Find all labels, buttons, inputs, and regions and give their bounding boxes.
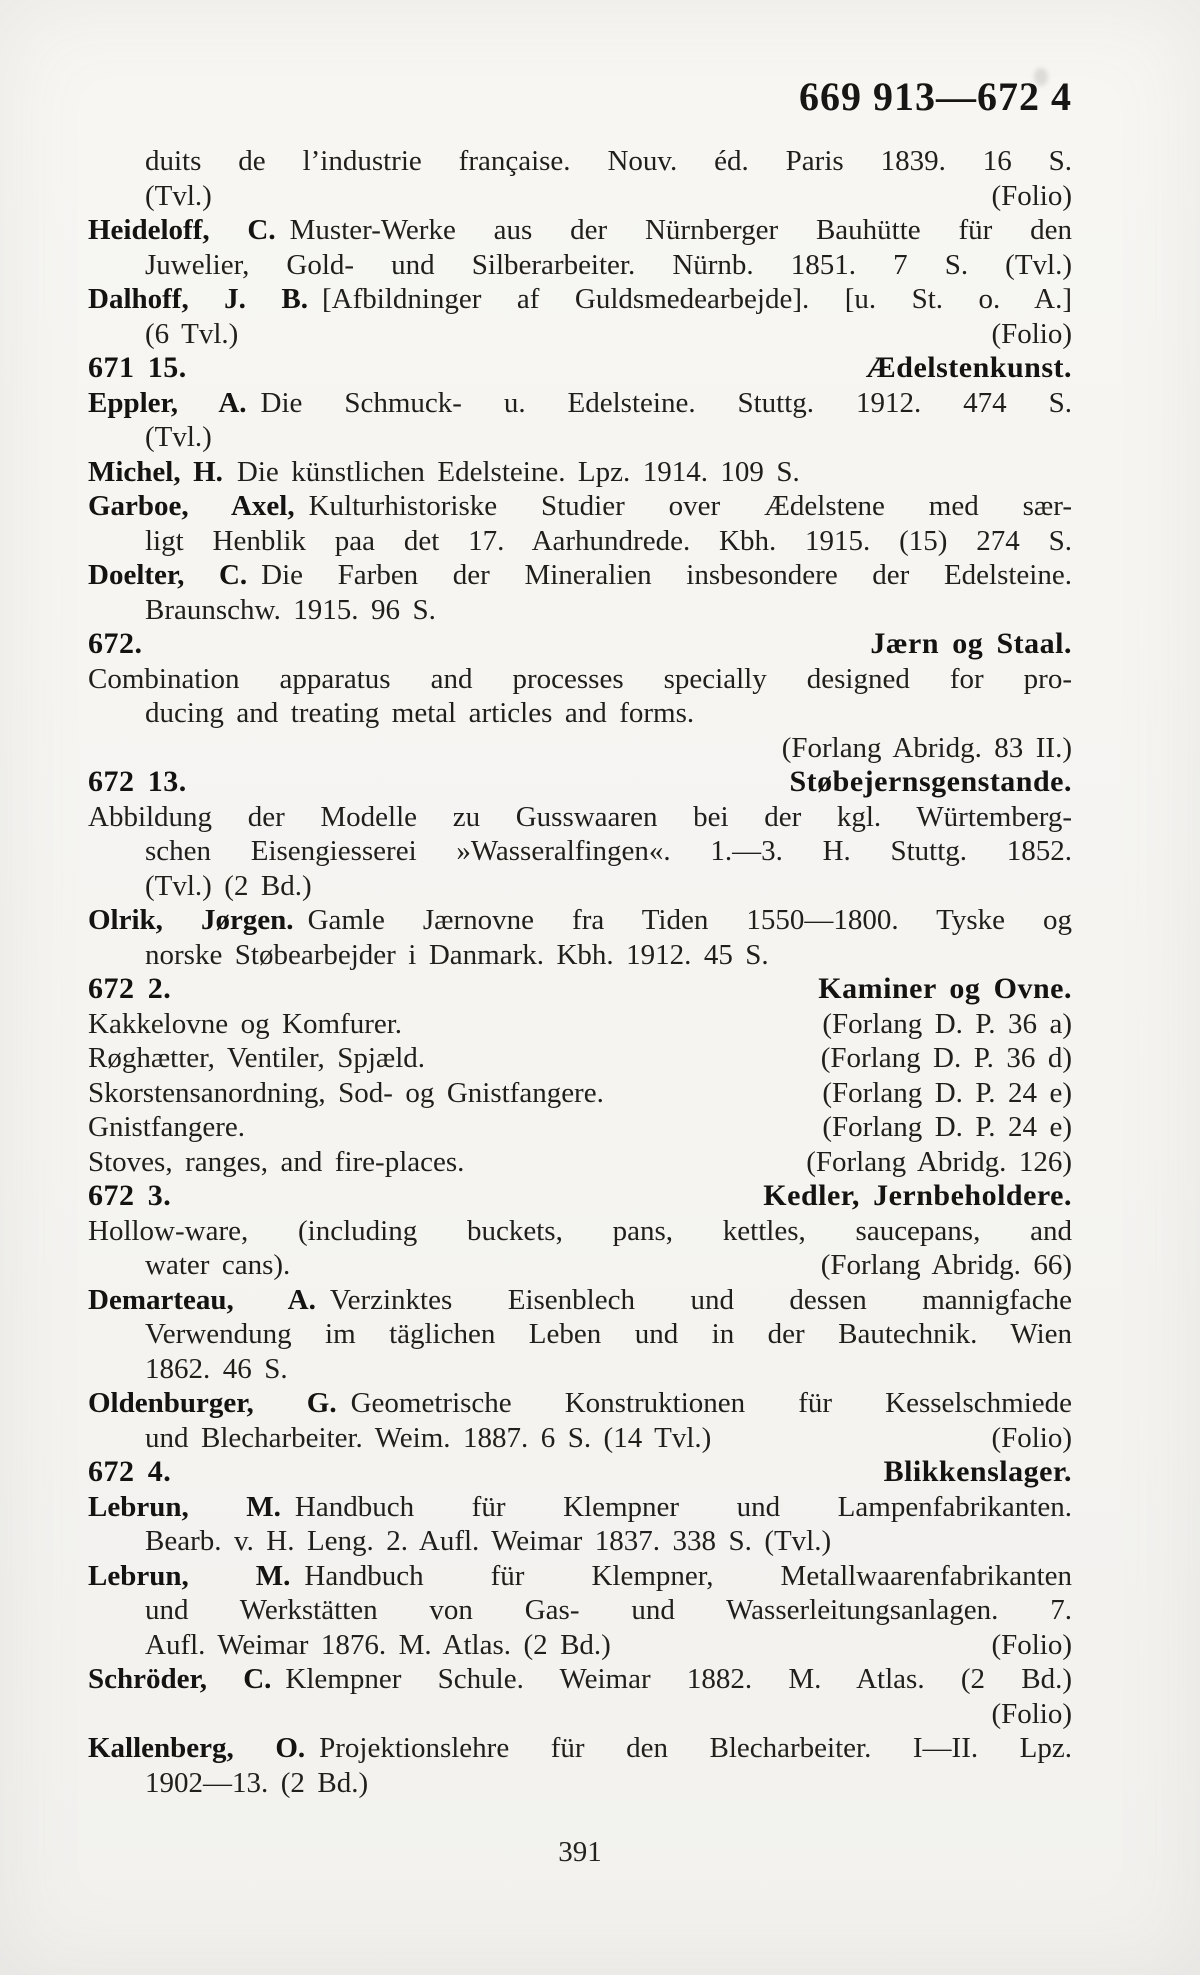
- author-name: Lebrun, M.: [88, 1490, 281, 1523]
- section-title: Kaminer og Ovne.: [818, 972, 1072, 1005]
- entry-text: Combination apparatus and processes specially designed for pro-: [88, 662, 1072, 695]
- catalog-line: [88, 1593, 1072, 1628]
- section-number: 672 2.: [88, 972, 172, 1005]
- catalog-line: [88, 1076, 1072, 1111]
- section-heading-line: [88, 1179, 1072, 1214]
- entry-text: Geometrische Konstruktionen für Kesselschmiede: [350, 1387, 1072, 1419]
- section-title: Kedler, Jernbeholdere.: [763, 1179, 1072, 1212]
- entry-text: Handbuch für Klempner, Metallwaarenfabrikanten: [304, 1559, 1072, 1592]
- section-title: Blikkenslager.: [883, 1455, 1072, 1488]
- catalog-line: [88, 213, 1072, 248]
- author-name: Eppler, A.: [88, 386, 247, 419]
- line-left-part: [88, 1110, 245, 1145]
- section-heading-line: [88, 1455, 1072, 1490]
- section-heading-line: [88, 765, 1072, 800]
- reference-right: (Forlang D. P. 24 e): [822, 1111, 1072, 1143]
- section-heading-line: [88, 351, 1072, 386]
- entry-text: schen Eisengiesserei »Wasseralfingen«. 1.—3. H. Stuttg. 1852.: [145, 835, 1072, 867]
- catalog-line: [88, 696, 1072, 731]
- catalog-line: [88, 1386, 1072, 1421]
- line-left-part: [88, 972, 171, 1007]
- catalog-line: [88, 1628, 1072, 1663]
- author-name: Heideloff, C.: [88, 214, 276, 246]
- line-left-part: [88, 1076, 604, 1111]
- catalog-line: [88, 1731, 1072, 1766]
- section-number: 672 4.: [88, 1455, 172, 1488]
- entry-text: Klempner Schule. Weimar 1882. M. Atlas. (2 Bd.): [285, 1663, 1072, 1695]
- catalog-line: [88, 1662, 1072, 1697]
- section-number: 672 13.: [88, 765, 187, 798]
- entry-text: Hollow-ware, (including buckets, pans, kettles, saucepans, and: [88, 1214, 1072, 1247]
- entry-text: 1862. 46 S.: [145, 1352, 288, 1385]
- entry-text: Verzinktes Eisenblech und dessen mannigfache: [329, 1283, 1072, 1316]
- entry-text: ligt Henblik paa det 17. Aarhundrede. Kbh. 1915. (15) 274 S.: [145, 524, 1072, 557]
- catalog-line: [88, 179, 1072, 214]
- line-left-part: [145, 317, 238, 352]
- catalog-line: [88, 144, 1072, 179]
- reference-right: (Forlang D. P. 36 d): [820, 1042, 1072, 1074]
- catalog-line: [88, 938, 1072, 973]
- catalog-line: [88, 1524, 1072, 1559]
- author-name: Garboe, Axel,: [88, 490, 295, 522]
- catalog-line: [88, 662, 1072, 697]
- entry-text: [Afbildninger af Guldsmedearbejde]. [u. St. o. A.]: [321, 283, 1072, 315]
- catalog-line: [88, 1214, 1072, 1249]
- author-name: Lebrun, M.: [88, 1559, 291, 1592]
- entry-text: Juwelier, Gold- und Silberarbeiter. Nürnb. 1851. 7 S. (Tvl.): [145, 248, 1072, 281]
- catalog-line: [88, 1490, 1072, 1525]
- line-left-part: [145, 1248, 290, 1283]
- entry-text: Die Schmuck- u. Edelsteine. Stuttg. 1912. 474 S.: [260, 386, 1072, 419]
- author-name: Doelter, C.: [88, 559, 248, 591]
- catalog-line: [88, 1145, 1072, 1180]
- section-number: 672 3.: [88, 1179, 172, 1212]
- reference-right: (Forlang D. P. 24 e): [822, 1076, 1072, 1109]
- entry-text: Kulturhistoriske Studier over Ædelstene med sær-: [308, 490, 1072, 522]
- scan-smudge: [1034, 68, 1048, 86]
- catalog-line: [88, 869, 1072, 904]
- catalog-line: [88, 1559, 1072, 1594]
- catalog-line: [88, 386, 1072, 421]
- line-left-part: [88, 1145, 464, 1180]
- line-left-part: [145, 1628, 611, 1663]
- entry-text: Muster-Werke aus der Nürnberger Bauhütte für den: [289, 214, 1072, 246]
- entry-text: und Blecharbeiter. Weim. 1887. 6 S. (14 Tvl.): [145, 1421, 712, 1454]
- line-left-part: [88, 765, 187, 800]
- line-left-part: [88, 627, 143, 662]
- catalog-line: [88, 282, 1072, 317]
- catalog-line: [88, 1041, 1072, 1076]
- catalog-line: [88, 1421, 1072, 1456]
- page-number: 391: [558, 1836, 602, 1868]
- catalog-line: [88, 903, 1072, 938]
- author-name: Schröder, C.: [88, 1663, 272, 1695]
- entry-text: Kakkelovne og Komfurer.: [88, 1007, 403, 1040]
- author-name: Demarteau, A.: [88, 1283, 316, 1316]
- catalog-line: [88, 1352, 1072, 1387]
- section-heading-line: [88, 972, 1072, 1007]
- entry-text: und Werkstätten von Gas- und Wasserleitungsanlagen. 7.: [145, 1594, 1072, 1626]
- section-number: 672.: [88, 627, 143, 660]
- catalog-line: [88, 834, 1072, 869]
- section-title: Jærn og Staal.: [870, 627, 1072, 660]
- author-name: Olrik, Jørgen.: [88, 904, 294, 936]
- catalog-line: [88, 317, 1072, 352]
- author-name: Michel, H.: [88, 455, 223, 488]
- reference-right: (Folio): [991, 1628, 1072, 1661]
- running-head-classification-range: 669 913—672 4: [799, 74, 1072, 119]
- entry-text: Skorstensanordning, Sod- og Gnistfangere.: [88, 1076, 604, 1109]
- catalog-line: [88, 558, 1072, 593]
- catalog-line: [88, 248, 1072, 283]
- catalog-line: [88, 731, 1072, 766]
- entry-text: (Tvl.) (2 Bd.): [145, 869, 312, 902]
- entry-text: norske Støbearbejder i Danmark. Kbh. 1912. 45 S.: [145, 938, 769, 971]
- entry-text: 1902—13. (2 Bd.): [145, 1766, 369, 1799]
- entry-text: Bearb. v. H. Leng. 2. Aufl. Weimar 1837. 338 S. (Tvl.): [145, 1525, 832, 1557]
- entry-text: Braunschw. 1915. 96 S.: [145, 593, 436, 626]
- catalog-line: [88, 593, 1072, 628]
- line-left-part: [88, 1455, 171, 1490]
- catalog-line: [88, 455, 1072, 490]
- reference-right: (Folio): [991, 1421, 1072, 1454]
- section-title: Støbejernsgenstande.: [789, 765, 1072, 798]
- line-left-part: [145, 1421, 711, 1456]
- entry-text: Abbildung der Modelle zu Gusswaaren bei der kgl. Würtemberg-: [88, 800, 1072, 833]
- catalog-line: [88, 1766, 1072, 1801]
- author-name: Oldenburger, G.: [88, 1387, 337, 1419]
- reference-right: (Forlang Abridg. 66): [820, 1249, 1072, 1281]
- reference-right: (Folio): [991, 179, 1072, 212]
- catalog-line: [88, 1283, 1072, 1318]
- entry-text: (Tvl.): [145, 421, 212, 453]
- line-left-part: [88, 1041, 425, 1076]
- entry-text: Røghætter, Ventiler, Spjæld.: [88, 1042, 426, 1074]
- line-left-part: [88, 1007, 402, 1042]
- entry-text: Handbuch für Klempner und Lampenfabrikanten.: [294, 1490, 1072, 1523]
- section-title: Ædelstenkunst.: [865, 351, 1072, 384]
- page-content: [88, 76, 1072, 1869]
- reference-right: (Forlang Abridg. 83 II.): [781, 731, 1072, 764]
- author-name: Dalhoff, J. B.: [88, 283, 308, 315]
- entry-text: (6 Tvl.): [145, 317, 239, 350]
- entry-text: Die Farben der Mineralien insbesondere der Edelsteine.: [261, 559, 1072, 591]
- catalog-line: [88, 420, 1072, 455]
- entry-text: Gamle Jærnovne fra Tiden 1550—1800. Tyske og: [307, 904, 1072, 936]
- reference-right: (Forlang Abridg. 126): [806, 1145, 1072, 1178]
- entry-text: Die künstlichen Edelsteine. Lpz. 1914. 109 S.: [236, 455, 800, 488]
- catalog-line: [88, 1248, 1072, 1283]
- line-left-part: [145, 179, 212, 214]
- entry-text: Verwendung im täglichen Leben und in der Bautechnik. Wien: [145, 1318, 1072, 1350]
- catalog-line: [88, 1007, 1072, 1042]
- author-name: Kallenberg, O.: [88, 1732, 306, 1764]
- reference-right: (Folio): [991, 317, 1072, 350]
- catalog-line: [88, 1697, 1072, 1732]
- reference-right: (Forlang D. P. 36 a): [822, 1007, 1072, 1040]
- line-left-part: [88, 1179, 171, 1214]
- section-heading-line: [88, 627, 1072, 662]
- entry-text: ducing and treating metal articles and forms.: [145, 697, 695, 729]
- entry-text: Gnistfangere.: [88, 1111, 246, 1143]
- entry-text: water cans).: [145, 1249, 291, 1281]
- entry-text: Projektionslehre für den Blecharbeiter. I—II. Lpz.: [319, 1732, 1072, 1764]
- catalog-line: [88, 1317, 1072, 1352]
- catalog-line: [88, 800, 1072, 835]
- section-number: 671 15.: [88, 351, 187, 384]
- catalog-line: [88, 1110, 1072, 1145]
- entry-text: duits de l’industrie française. Nouv. éd. Paris 1839. 16 S.: [145, 145, 1072, 177]
- line-left-part: [88, 351, 187, 386]
- entry-text: (Tvl.): [145, 179, 212, 212]
- catalog-line: [88, 524, 1072, 559]
- entry-text: Stoves, ranges, and fire-places.: [88, 1145, 465, 1178]
- reference-right: (Folio): [991, 1697, 1072, 1730]
- entry-text: Aufl. Weimar 1876. M. Atlas. (2 Bd.): [145, 1628, 611, 1661]
- catalog-entries: [88, 144, 1072, 1800]
- catalog-line: [88, 489, 1072, 524]
